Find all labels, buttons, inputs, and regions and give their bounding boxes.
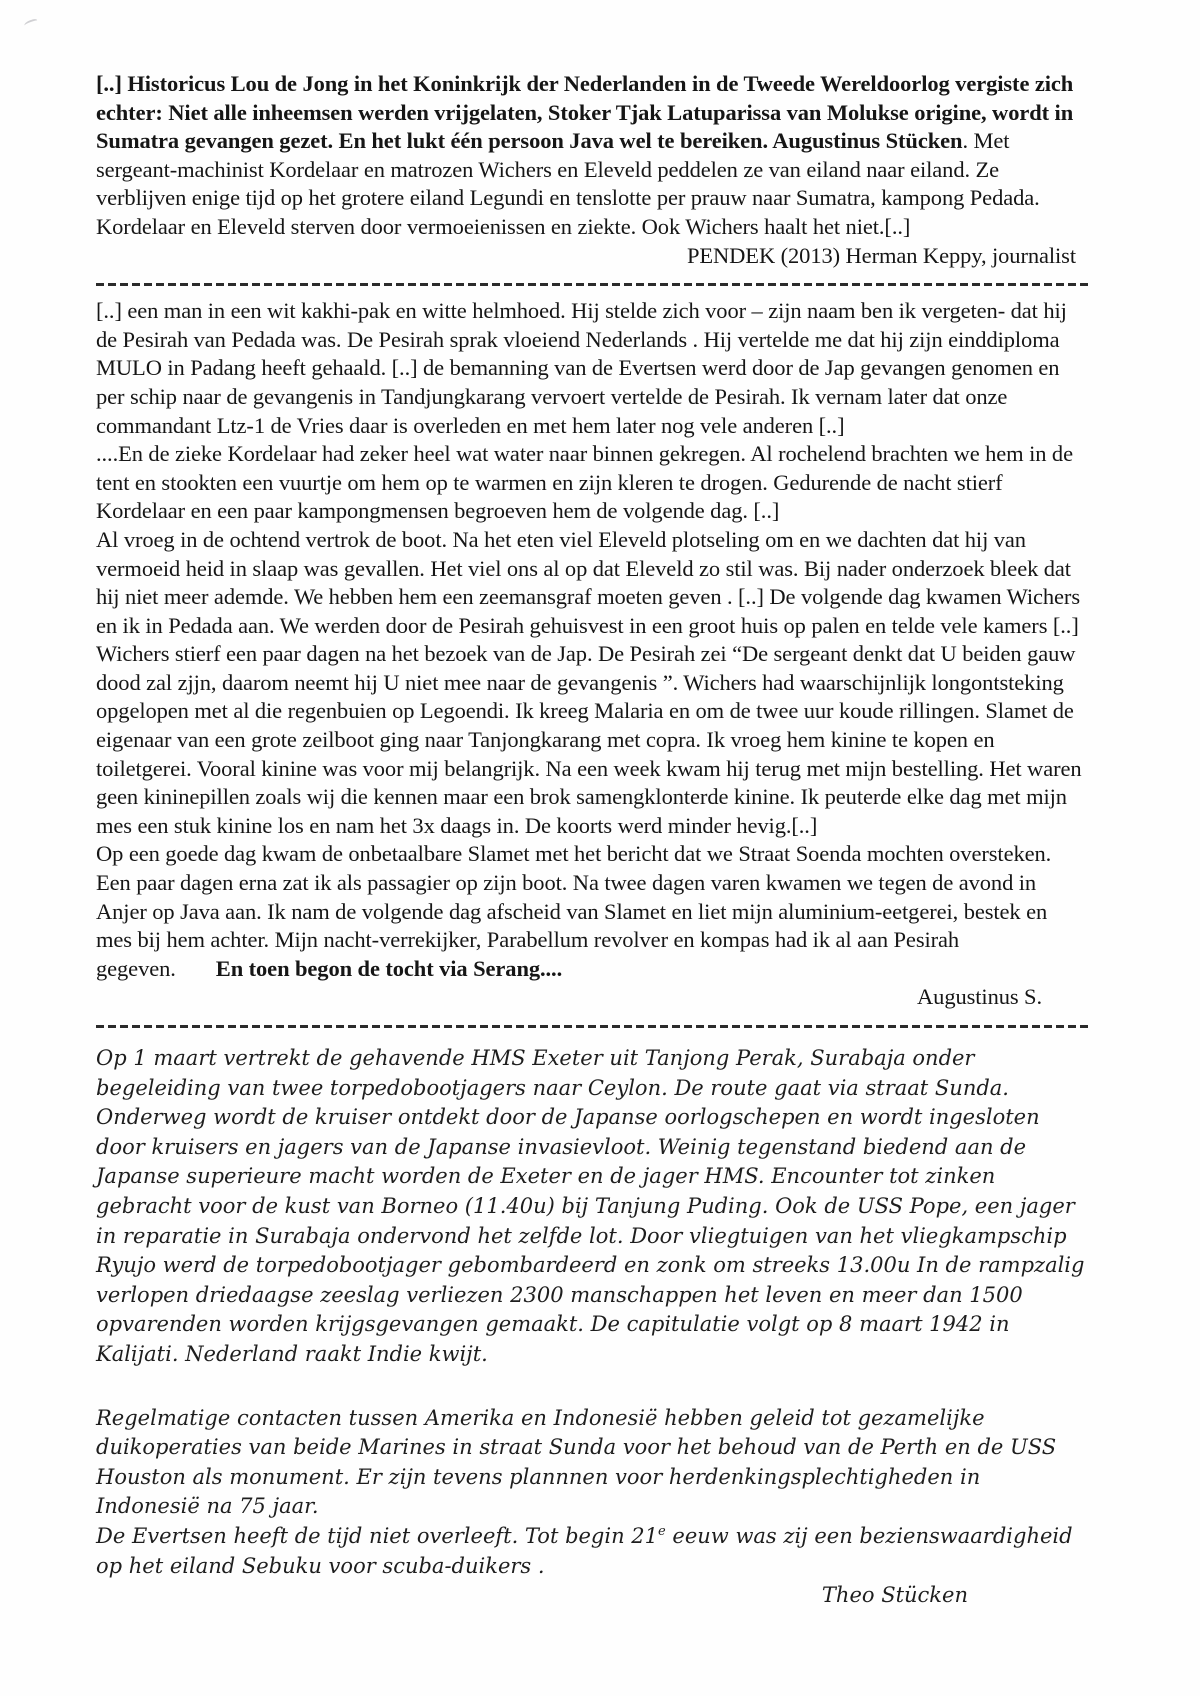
quote2-paragraph-3: Al vroeg in de ochtend vertrok de boot. Na het eten viel Eleveld plotseling om en we dachten dat hij van vermoeid heid in slaap was gevallen. Het viel ons al op dat Eleveld zo stil was. Bij nader onderzoek bleek dat hij niet meer ademde. We hebben hem een zeemansgraf moeten geven . [..] De volgende dag kwamen Wichers en ik in Pedada aan. We werden door de Pesirah gehuisvest in een groot huis op palen en telde vele kamers [..] Wichers stierf een paar dagen na het bezoek van de Jap. De Pesirah zei “De sergeant denkt dat U beiden gauw dood zal zjjn, daarom neemt hij U niet mee naar de gevangenis ”. Wichers had waarschijnlijk longontsteking opgelopen met al die regenbuien op Legoendi. Ik kreeg Malaria en om de twee uur koude rillingen. Slamet de eigenaar van een grote zeilboot ging naar Tanjongkarang met copra. Ik vroeg hem kinine te kopen en toiletgerei. Vooral kinine was voor mij belangrijk. Na een week kwam hij terug met mijn bestelling. Het waren geen kininepillen zoals wij die kennen maar een brok samengklonterde kinine. Ik peuterde elke dag met mijn mes een stuk kinine los en nam het 3x daags in. De koorts werd minder hevig.[..] xyxy=(96,526,1082,838)
account-section-epilogue xyxy=(96,1404,1088,1611)
quote2-para4-regular: Op een goede dag kwam de onbetaalbare Slamet met het bericht dat we Straat Soenda mochten oversteken. Een paar dagen erna zat ik als passagier op zijn boot. Na twee dagen varen kwamen we tegen de avond in Anjer op Java aan. Ik nam de volgende dag afscheid van Slamet en liet mijn aluminium-eetgerei, bestek en mes bij hem achter. Mijn nacht-verrekijker, Parabellum revolver en kompas had ik al aan Pesirah gegeven. xyxy=(96,841,1052,981)
quote1-body-text: . Met sergeant-machinist Kordelaar en matrozen Wichers en Eleveld peddelen ze van eiland naar eiland. Ze verblijven enige tijd op het grotere eiland Legundi en tenslotte per prauw naar Sumatra, kampong Pedada. Kordelaar en Eleveld sterven door vermoeienissen en ziekte. Ook Wichers haalt het niet.[..] xyxy=(96,128,1040,239)
account1-paragraph: Op 1 maart vertrekt de gehavende HMS Exeter uit Tanjong Perak, Surabaja onder begeleiding van twee torpedobootjagers naar Ceylon. De route gaat via straat Sunda. Onderweg wordt de kruiser ontdekt door de Japanse oorlogschepen en wordt ingesloten door kruisers en jagers van de Japanse invasievloot. Weinig tegenstand biedend aan de Japanse superieure macht worden de Exeter en de jager HMS. Encounter tot zinken gebracht voor de kust van Borneo (11.40u) bij Tanjung Puding. Ook de USS Pope, een jager in reparatie in Surabaja ondervond het zelfde lot. Door vliegtuigen van het vliegkampschip Ryujo werd de torpedobootjager gebombardeerd en zonk om streeks 13.00u In de rampzalig verlopen driedaagse zeeslag verliezen 2300 manschappen het leven en meer dan 1500 opvarenden worden krijgsgevangen gemaakt. De capitulatie volgt op 8 maart 1942 in Kalijati. Nederland raakt Indie kwijt. xyxy=(96,1046,1085,1366)
quote2-attribution: Augustinus S. xyxy=(917,984,1042,1010)
dashed-divider-2 xyxy=(96,1025,1088,1028)
quote2-paragraph-4 xyxy=(96,840,1088,983)
quote-section-pendek xyxy=(96,70,1088,270)
account2-paragraph-1: Regelmatige contacten tussen Amerika en Indonesië hebben geleid tot gezamelijke duikoperaties van beide Marines in straat Sunda voor het behoud van de Perth en de USS Houston als monument. Er zijn tevens plannnen voor herdenkingsplechtigheden in Indonesië na 75 jaar. xyxy=(96,1405,1057,1519)
quote1-bold-lead: [..] Historicus Lou de Jong in het Koninkrijk der Nederlanden in de Tweede Wereldoorlog vergiste zich echter: Niet alle inheemsen werden vrijgelaten, Stoker Tjak Latuparissa van Molukse origine, wordt in Sumatra gevangen gezet. En het lukt één persoon Java wel te bereiken. Augustinus Stücken xyxy=(96,71,1074,154)
quote2-para4-bold-tail: En toen begon de tocht via Serang.... xyxy=(215,955,563,981)
quote2-paragraph-1: [..] een man in een wit kakhi-pak en witte helmhoed. Hij stelde zich voor – zijn naam ben ik vergeten- dat hij de Pesirah van Pedada was. De Pesirah sprak vloeiend Nederlands . Hij vertelde me dat hij zijn einddiploma MULO in Padang heeft gehaald. [..] de bemanning van de Evertsen werd door de Jap gevangen genomen en per schip naar de gevangenis in Tandjungkarang vervoert vertelde de Pesirah. Ik vernam later dat onze commandant Ltz-1 de Vries daar is overleden en met hem later nog vele anderen [..] xyxy=(96,298,1067,438)
quote2-paragraph-2: ....En de zieke Kordelaar had zeker heel wat water naar binnen gekregen. Al rochelend brachten we hem in de tent en stookten een vuurtje om hem op te warmen en zijn kleren te drogen. Gedurende de nacht stierf Kordelaar en een paar kampongmensen begroeven hem de volgende dag. [..] xyxy=(96,441,1073,524)
account2-superscript-e: e xyxy=(658,1523,666,1539)
quote1-paragraph xyxy=(96,70,1088,242)
account2-p2-pre: De Evertsen heeft de tijd niet overleeft. Tot begin 21 xyxy=(96,1523,659,1548)
account2-p2-post: eeuw was zij een bezienswaardigheid op het eiland Sebuku voor scuba-duikers . xyxy=(96,1523,1073,1578)
account-section-battle xyxy=(96,1044,1088,1370)
text-column xyxy=(96,70,1088,1611)
quote1-attribution: PENDEK (2013) Herman Keppy, journalist xyxy=(686,242,1076,268)
quote-section-augustinus xyxy=(96,297,1088,1012)
pen-mark xyxy=(23,18,38,29)
final-attribution: Theo Stücken xyxy=(821,1583,968,1608)
dashed-divider-1 xyxy=(96,283,1088,286)
account2-paragraph-2 xyxy=(96,1522,1088,1581)
